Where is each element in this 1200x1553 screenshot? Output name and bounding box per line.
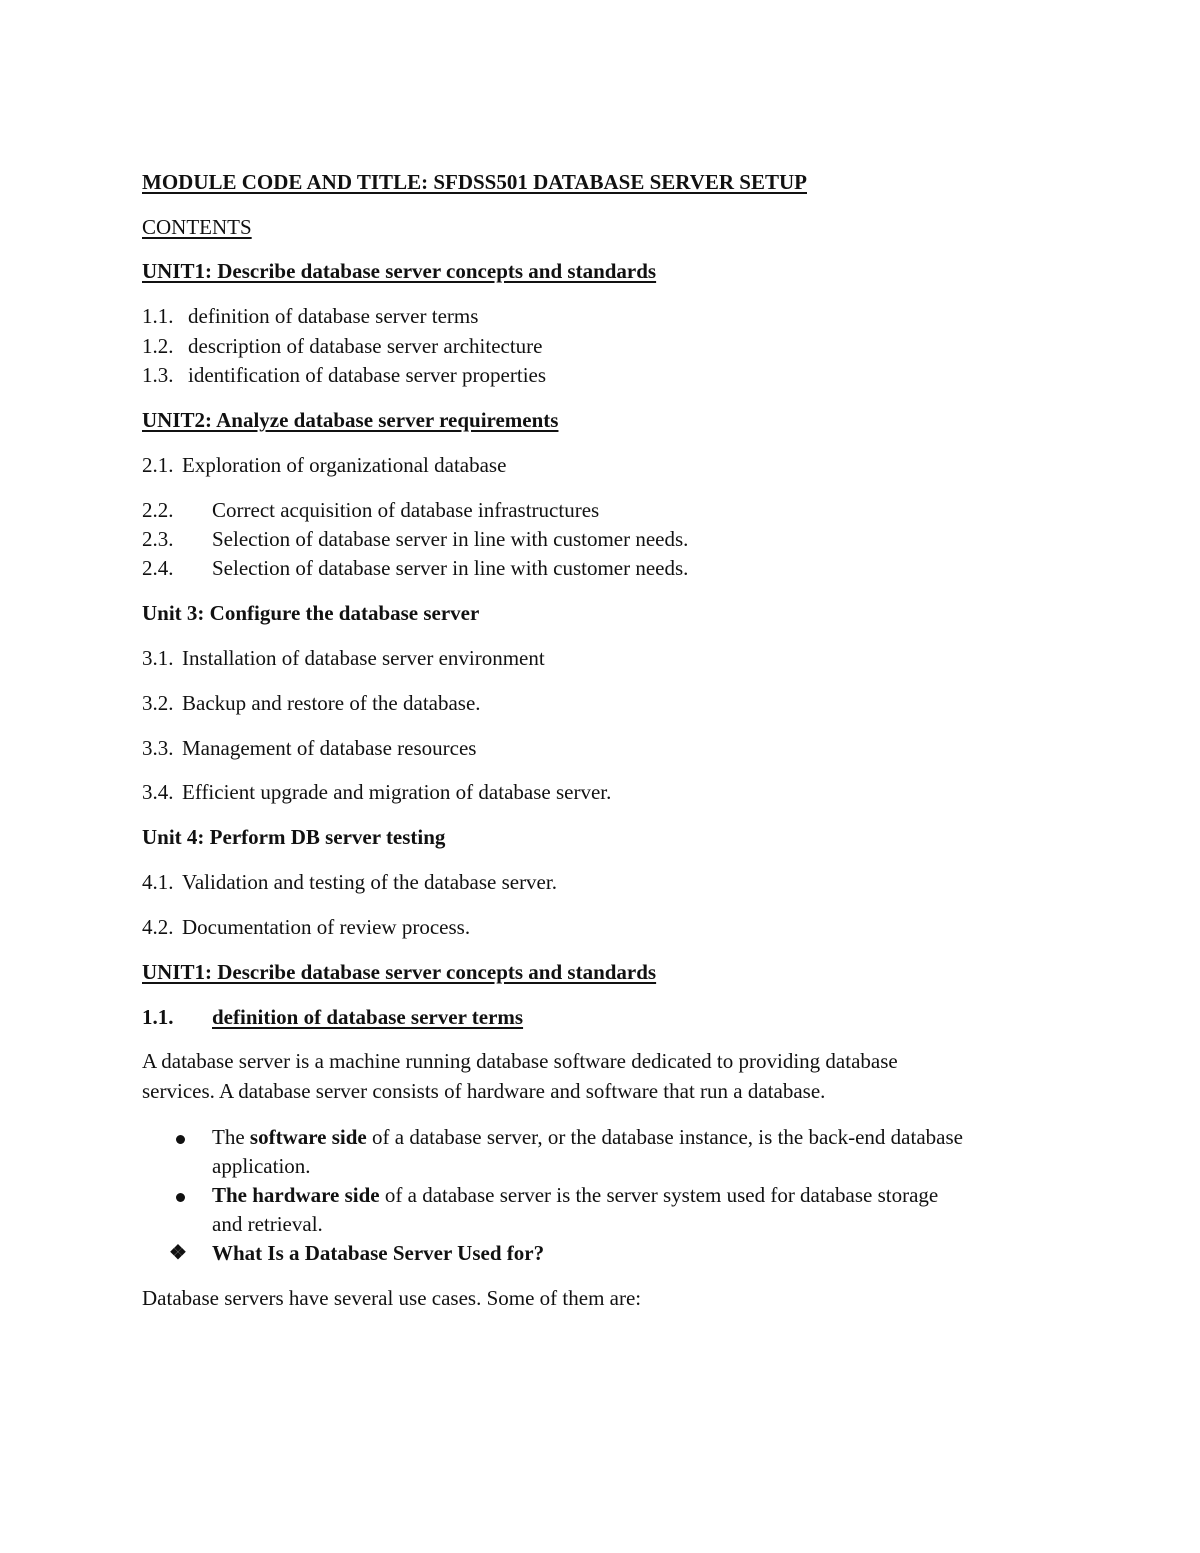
list-item	[142, 525, 688, 554]
diamond-item	[169, 1239, 1072, 1268]
list-item	[142, 302, 478, 331]
item-text: Selection of database server in line with customer needs.	[212, 556, 689, 580]
bullet-item	[172, 1123, 1072, 1181]
item-text: Installation of database server environment	[182, 646, 545, 670]
item-number: 3.4.	[142, 780, 174, 804]
list-item	[142, 332, 543, 361]
item-number: 3.3.	[142, 736, 174, 760]
module-title: MODULE CODE AND TITLE: SFDSS501 DATABASE SERVER SETUP	[142, 170, 807, 194]
item-number: 2.1.	[142, 453, 174, 477]
list-item	[142, 689, 481, 718]
bullet-dot-icon	[172, 1181, 204, 1210]
unit3-heading: Unit 3: Configure the database server	[142, 601, 480, 625]
item-text: definition of database server terms	[188, 304, 479, 328]
closing-line: Database servers have several use cases. Some of them are:	[142, 1286, 642, 1310]
list-item	[142, 451, 506, 480]
item-number: 1.1.	[142, 304, 174, 328]
item-text: Correct acquisition of database infrastructures	[212, 498, 600, 522]
item-number: 4.2.	[142, 915, 174, 939]
section-heading: UNIT1: Describe database server concepts and standards	[142, 960, 657, 984]
subsection-number: 1.1.	[142, 1005, 174, 1029]
item-number: 3.2.	[142, 691, 174, 715]
bullet-continuation: and retrieval.	[212, 1212, 323, 1236]
bullet-post: of a database server, or the database instance, is the back-end database	[366, 1125, 963, 1149]
bullet-item	[172, 1181, 1072, 1239]
list-item	[142, 778, 611, 807]
list-item	[142, 554, 688, 583]
item-text: Documentation of review process.	[182, 915, 471, 939]
bullet-post: of a database server is the server system used for database storage	[379, 1183, 939, 1207]
item-text: Management of database resources	[182, 736, 477, 760]
list-item	[142, 868, 557, 897]
item-number: 3.1.	[142, 646, 174, 670]
list-item	[142, 496, 599, 525]
item-number: 2.4.	[142, 556, 174, 580]
item-text: Backup and restore of the database.	[182, 691, 481, 715]
subsection-title: definition of database server terms	[212, 1005, 524, 1029]
list-item	[142, 644, 545, 673]
paragraph-line: A database server is a machine running database software dedicated to providing database	[142, 1049, 898, 1073]
unit1-heading: UNIT1: Describe database server concepts and standards	[142, 259, 657, 283]
item-text: identification of database server properties	[188, 363, 547, 387]
subsection-heading	[142, 1003, 523, 1032]
unit2-heading: UNIT2: Analyze database server requirements	[142, 408, 559, 432]
item-number: 1.2.	[142, 334, 174, 358]
paragraph-line: services. A database server consists of hardware and software that run a database.	[142, 1079, 826, 1103]
item-number: 2.3.	[142, 527, 174, 551]
item-text: Efficient upgrade and migration of database server.	[182, 780, 612, 804]
item-text: Validation and testing of the database server.	[182, 870, 557, 894]
item-text: Exploration of organizational database	[182, 453, 507, 477]
list-item	[142, 734, 476, 763]
bullet-text	[212, 1181, 1072, 1239]
unit4-heading: Unit 4: Perform DB server testing	[142, 825, 446, 849]
item-text: description of database server architecture	[188, 334, 543, 358]
bullet-continuation: application.	[212, 1154, 311, 1178]
diamond-bullet-icon: ❖	[169, 1242, 187, 1264]
item-text: Selection of database server in line with customer needs.	[212, 527, 689, 551]
bullet-bold: software side	[249, 1125, 367, 1149]
bullet-bold: The hardware side	[212, 1183, 380, 1207]
list-item	[142, 913, 470, 942]
item-number: 1.3.	[142, 363, 174, 387]
bullet-dot-icon	[172, 1123, 204, 1152]
item-number: 4.1.	[142, 870, 174, 894]
list-item	[142, 361, 546, 390]
bullet-text	[212, 1123, 1072, 1181]
item-number: 2.2.	[142, 498, 174, 522]
bullet-pre: The	[212, 1125, 250, 1149]
diamond-heading: What Is a Database Server Used for?	[212, 1241, 545, 1265]
contents-label: CONTENTS	[142, 215, 252, 239]
